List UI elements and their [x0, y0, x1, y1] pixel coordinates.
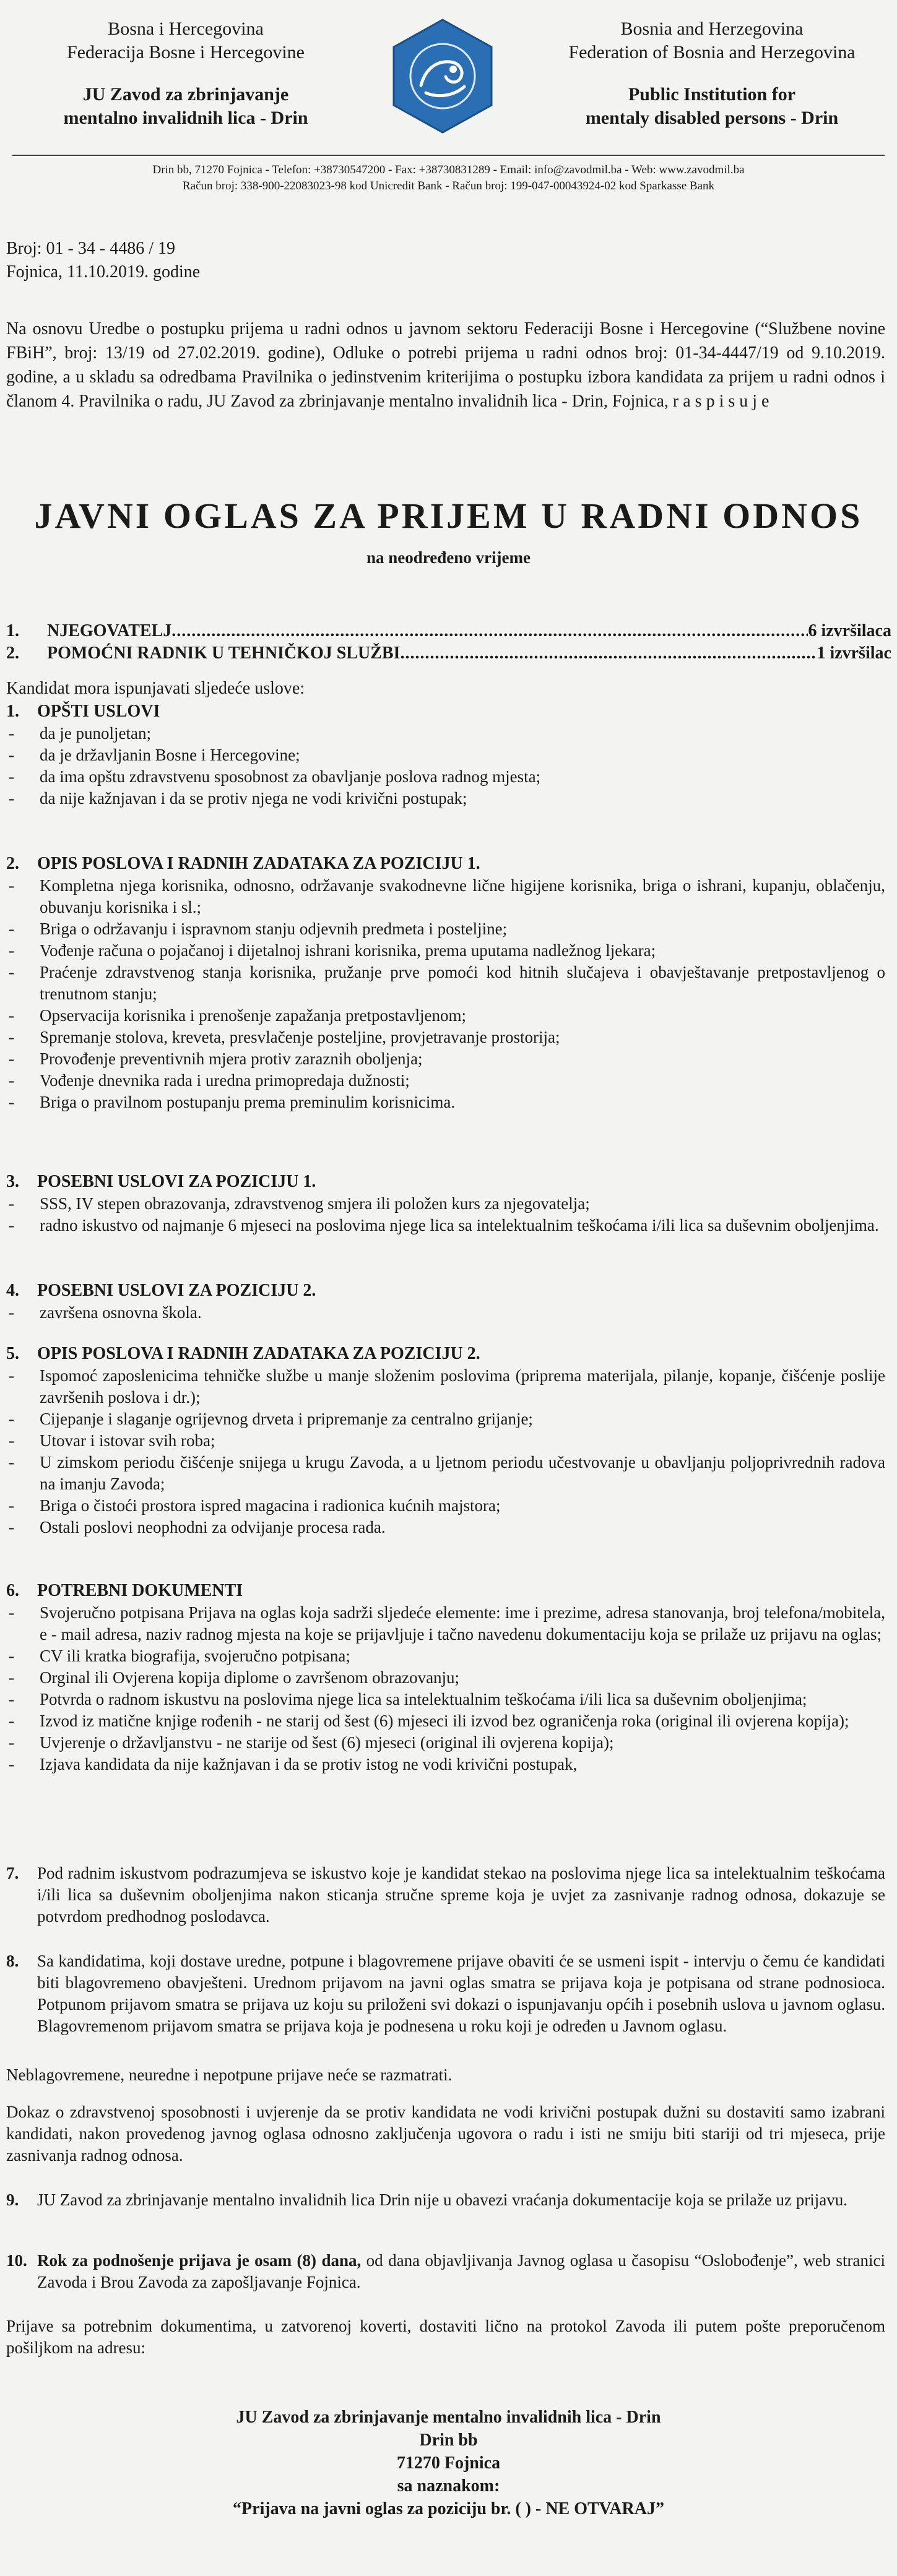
list-item: - U zimskom periodu čišćenje snijega u krugu Zavoda, a u ljetnom periodu učestvovanje u obavljanju poljoprivrednih radova na imanju Zavoda; — [9, 1453, 885, 1493]
document-meta — [6, 237, 200, 284]
dot-leader — [171, 620, 808, 642]
list-item: - Vođenje računa o pojačanoj i dijetalnoj ishrani korisnika, prema uputama nadležnog ljekara; — [9, 941, 656, 960]
list-item: - Uvjerenje o državljanstvu - ne starije od šest (6) mjeseci (original ili ovjerena kopija); — [9, 1733, 614, 1752]
section-title: OPIS POSLOVA I RADNIH ZADATAKA ZA POZICIJU 2. — [37, 1344, 480, 1363]
intro-paragraph: Na osnovu Uredbe o postupku prijema u radni odnos u javnom sektoru Federaciji Bosne i Hercegovine (“Službene novine FBiH”, broj: 13/19 od 27.02.2019. godine), Odluke o potrebi prijema u radni odnos broj: 01-34-4447/19 od 9.10.2019. godine, a u skladu sa odredbama Pravilnika o jedinstvenim kriterijima o postupku izbora kandidata za prijem u radni odnos i članom 4. Pravilnika o radu, JU Zavod za zbrinjavanje mentalno invalidnih lica - Drin, Fojnica, r a s p i s u j e — [6, 319, 885, 411]
point-deadline: 10. Rok za podnošenje prijava je osam (8) dana, od dana objavljivanja Javnog oglasa u časopisu “Oslobođenje”, web stranici Zavoda i Brou Zavoda za zapošljavanje Fojnica. — [6, 2251, 885, 2291]
institution-logo — [389, 17, 496, 135]
point-interview: 8. Sa kandidatima, koji dostave uredne, potpune i blagovremene prijave obaviti će se usmeni ispit - intervju o čemu će kandidati biti blagovremeno obavješteni. Urednom prijavom na javni oglas smatra se prijava koja je potpisana od strane podnosioca. Potpunom prijavom smatra se prijava uz koju su priloženi svi dokazi o ispunjavanju općih i posebnih uslova u javnom oglasu. Blagovremenom prijavom smatra se prijava koja je podnesena u roku koji je određen u Javnom oglasu. — [6, 1952, 885, 2035]
section-number: 3. — [6, 1172, 19, 1191]
address-street: Drin bb — [419, 2431, 478, 2450]
address-note-label: sa naznakom: — [397, 2476, 500, 2496]
list-item: - da je punoljetan; — [9, 724, 151, 743]
list-item: - da nije kažnjavan i da se protiv njega ne vodi krivični postupak; — [9, 789, 467, 808]
position-count: 1 izvršilac — [817, 644, 891, 663]
list-item: - Briga o čistoći prostora ispred magacina i radionica kućnih majstora; — [9, 1496, 501, 1515]
list-item: - Briga o pravilnom postupanju prema preminulim korisnicima. — [9, 1093, 456, 1111]
section-number: 6. — [6, 1581, 19, 1600]
country-en: Bosnia and Herzegovina — [620, 19, 804, 39]
section-title: POSEBNI USLOVI ZA POZICIJU 2. — [37, 1281, 316, 1300]
dot-leader — [400, 642, 817, 665]
list-item: - Izvod iz matične knjige rođenih - ne starij od šest (6) mjeseci ili izvod bez ograničenja roka (original ili ovjerena kopija); — [9, 1712, 849, 1730]
contact-line: Drin bb, 71270 Fojnica - Telefon: +38730547200 - Fax: +38730831289 - Email: info@zavodmil.ba - Web: www.zavodmil.ba — [152, 163, 745, 176]
submission-instructions: Prijave sa potrebnim dokumentima, u zatvorenoj koverti, dostaviti lično na protokol Zavoda ili putem pošte preporučenom pošiljkom na adresu: — [6, 2317, 885, 2357]
position-number: 1. — [6, 621, 19, 640]
list-item: - SSS, IV stepen obrazovanja, zdravstvenog smjera ili položen kurs za njegovatelja; — [9, 1194, 590, 1213]
list-item: - Orginal ili Ovjerena kopija diplome o završenom obrazovanju; — [9, 1668, 460, 1687]
federation-bs: Federacija Bosne i Hercegovine — [66, 42, 305, 62]
list-item: - Provođenje preventivnih mjera protiv zaraznih oboljenja; — [9, 1049, 423, 1068]
list-item: - Svojeručno potpisana Prijava na oglas koja sadrži sljedeće elemente: ime i prezime, adresa stanovanja, broj telefona/mobitela, e - mail adresa, naziv radnog mjesta na koje se prijavljuje i tačno navedenu dokumentaciju koja se prilaže uz prijavu na oglas; — [9, 1603, 885, 1643]
mailing-address — [0, 2406, 897, 2520]
section-required-documents — [6, 1580, 885, 1775]
list-item: - Ispomoć zaposlenicima tehničke službe u manje složenim poslovima (priprema materijala, pilanje, kopanje, čišćenje poslije završenih poslova i dr.); — [9, 1366, 885, 1406]
list-item: - Spremanje stolova, kreveta, presvlačenje posteljine, provjetravanje prostorija; — [9, 1028, 560, 1046]
section-title: POTREBNI DOKUMENTI — [37, 1581, 243, 1600]
list-item: - Praćenje zdravstvenog stanja korisnika, pružanje prve pomoći kod hitnih slučajeva i obavještavanje pretpostavljenog o trenutnom stanju; — [9, 963, 885, 1003]
page-title: JAVNI OGLAS ZA PRIJEM U RADNI ODNOS — [34, 496, 863, 536]
section-number: 2. — [6, 854, 19, 873]
position-name: NJEGOVATELJ — [47, 621, 172, 640]
position-row-1 — [6, 620, 891, 642]
list-item: - da je državljanin Bosne i Hercegovine; — [9, 746, 300, 764]
address-institution: JU Zavod za zbrinjavanje mentalno invalidnih lica - Drin — [236, 2408, 661, 2427]
section-general-conditions — [6, 700, 885, 809]
position-name: POMOĆNI RADNIK U TEHNIČKOJ SLUŽBI — [47, 644, 401, 663]
section-number: 1. — [6, 702, 19, 721]
deadline-bold: Rok za podnošenje prijava je osam (8) dana, — [37, 2251, 362, 2270]
section-title: OPŠTI USLOVI — [37, 702, 160, 721]
letterhead-left — [12, 17, 359, 130]
letterhead — [0, 17, 897, 153]
reference-number: Broj: 01 - 34 - 4486 / 19 — [6, 239, 175, 258]
address-envelope-label: “Prijava na javni oglas za poziciju br. ( ) - NE OTVARAJ” — [233, 2499, 664, 2518]
bank-accounts-line: Račun broj: 338-900-22083023-98 kod Unicredit Bank - Račun broj: 199-047-00043924-02 kod Sparkasse Bank — [182, 179, 715, 192]
letterhead-right — [539, 17, 885, 130]
conditions-intro: Kandidat mora ispunjavati sljedeće uslove: — [6, 679, 305, 698]
section-number: 4. — [6, 1281, 19, 1300]
header-divider — [12, 155, 885, 156]
list-item: - Izjava kandidata da nije kažnjavan i da se protiv istog ne vodi krivični postupak, — [9, 1755, 578, 1773]
position-row-2 — [6, 642, 891, 665]
institution-bs-line2: mentalno invalidnih lica - Drin — [63, 108, 308, 128]
address-city: 71270 Fojnica — [396, 2453, 501, 2473]
institution-en-line2: mentaly disabled persons - Drin — [585, 108, 839, 128]
health-proof-note: Dokaz o zdravstvenoj sposobnosti i uvjerenje da se protiv kandidata ne vodi krivični postupak dužni su dostaviti samo izabrani kandidati, nakon provedenog javnog oglasa odnosno zaključenja ugovora o radu i isti ne smiju biti stariji od tri mjeseca, prije zasnivanja radnog odnosa. — [6, 2103, 885, 2165]
section-job-description-2 — [6, 1343, 885, 1538]
list-item: - Cijepanje i slaganje ogrijevnog drveta i pripremanje za centralno grijanje; — [9, 1410, 533, 1428]
list-item: - Kompletna njega korisnika, odnosno, održavanje svakodnevne lične higijene korisnika, briga o ishrani, kupanju, oblačenju, obuvanju korisnika i sl.; — [9, 876, 885, 916]
document-date: Fojnica, 11.10.2019. godine — [6, 262, 201, 282]
list-item: - CV ili kratka biografija, svojeručno potpisana; — [9, 1647, 350, 1665]
page-subtitle: na neodređeno vrijeme — [366, 548, 531, 567]
list-item: - da ima opštu zdravstvenu sposobnost za obavljanje poslova radnog mjesta; — [9, 767, 541, 786]
section-special-conditions-1 — [6, 1171, 885, 1236]
position-count: 6 izvršilaca — [808, 621, 891, 640]
section-title: OPIS POSLOVA I RADNIH ZADATAKA ZA POZICIJU 1. — [37, 854, 480, 873]
section-number: 5. — [6, 1344, 19, 1363]
country-bs: Bosna i Hercegovina — [108, 19, 264, 39]
list-item: - radno iskustvo od najmanje 6 mjeseci na poslovima njege lica sa intelektualnim teškoćama i/ili lica sa duševnim oboljenjima. — [9, 1216, 879, 1234]
late-applications-note: Neblagovremene, neuredne i nepotpune prijave neće se razmatrati. — [6, 2066, 453, 2084]
section-special-conditions-2 — [6, 1280, 885, 1324]
point-documents-return: 9. JU Zavod za zbrinjavanje mentalno invalidnih lica Drin nije u obavezi vraćanja dokumentacije koja se prilaže uz prijavu. — [6, 2190, 847, 2209]
list-item: - Potvrda o radnom iskustvu na poslovima njege lica sa intelektualnim teškoćama i/ili lica sa duševnim oboljenjima; — [9, 1690, 807, 1708]
federation-en: Federation of Bosnia and Herzegovina — [568, 42, 856, 62]
list-item: - završena osnovna škola. — [9, 1303, 202, 1322]
institution-en-line1: Public Institution for — [628, 84, 796, 105]
section-job-description-1 — [6, 853, 885, 1113]
point-work-experience: 7. Pod radnim iskustvom podrazumjeva se iskustvo koje je kandidat stekao na poslovima njege lica sa intelektualnim teškoćama i/ili lica sa duševnim oboljenjima nakon sticanja stručne spreme koja je uvjet za zasnivanje radnog odnosa, dokazuje se potvrdom predhodnog poslodavca. — [6, 1864, 885, 1926]
list-item: - Utovar i istovar svih roba; — [9, 1431, 215, 1450]
list-item: - Ostali poslovi neophodni za odvijanje procesa rada. — [9, 1518, 386, 1536]
institution-bs-line1: JU Zavod za zbrinjavanje — [82, 84, 289, 105]
section-title: POSEBNI USLOVI ZA POZICIJU 1. — [37, 1172, 316, 1191]
list-item: - Briga o održavanju i ispravnom stanju odjevnih predmeta i posteljine; — [9, 920, 508, 938]
position-number: 2. — [6, 644, 19, 663]
list-item: - Opservacija korisnika i prenošenje zapažanja pretpostavljenom; — [9, 1006, 466, 1025]
list-item: - Vođenje dnevnika rada i uredna primopredaja dužnosti; — [9, 1071, 410, 1090]
